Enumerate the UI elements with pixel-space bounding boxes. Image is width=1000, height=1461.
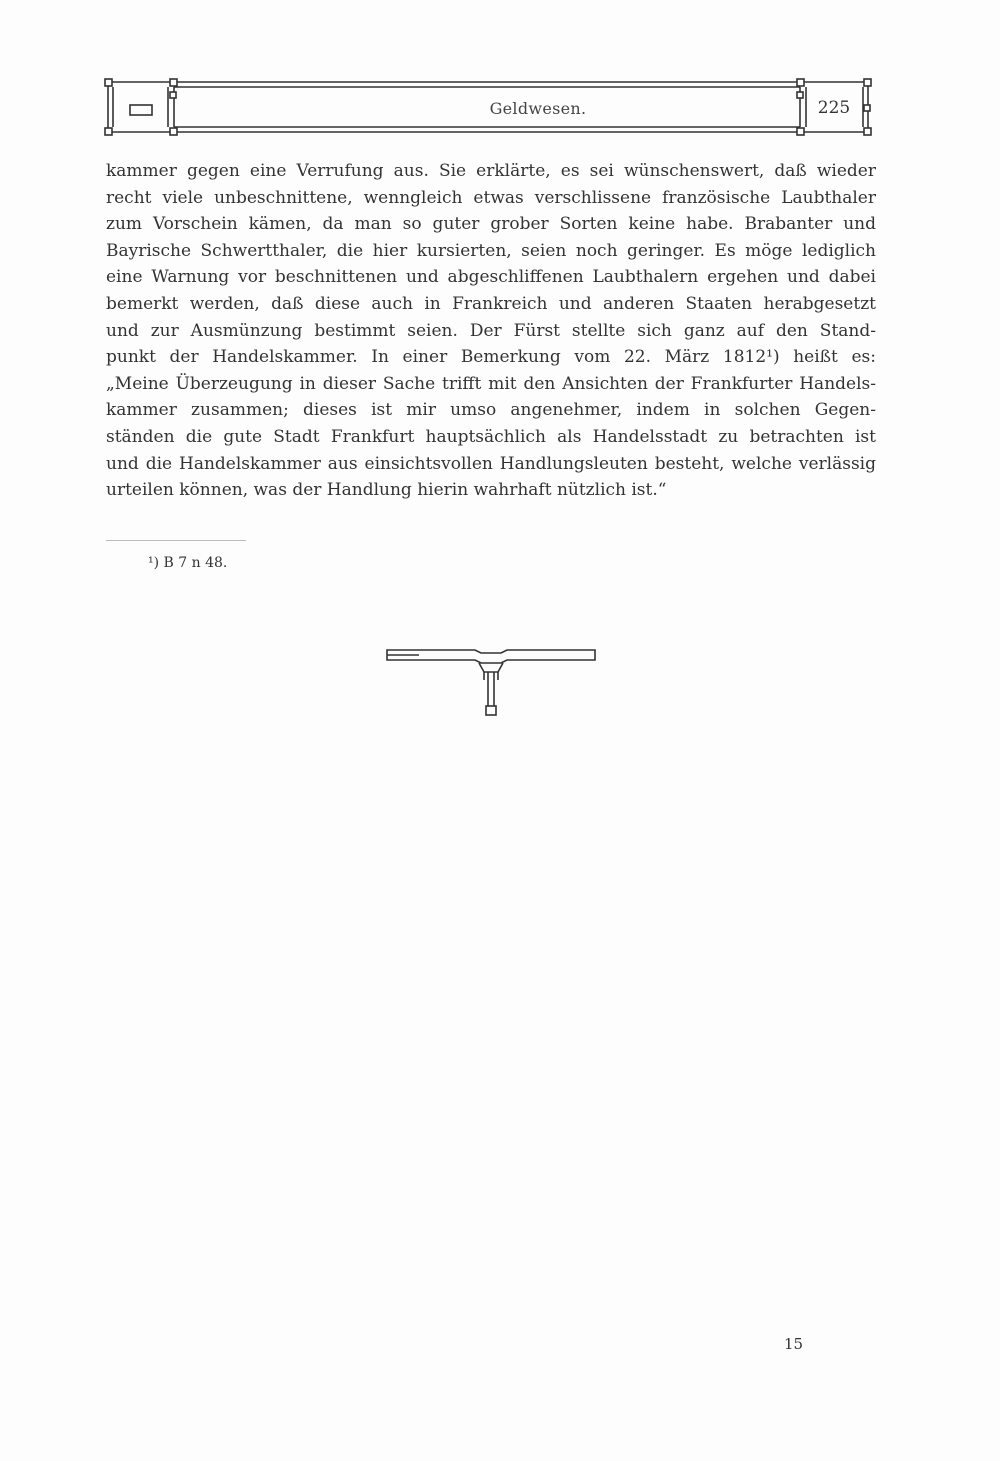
text-line: kammer gegen eine Verrufung aus. Sie erklärte, es sei wünschenswert, daß wieder	[106, 161, 876, 181]
text-line: und zur Ausmünzung bestimmt seien. Der Fürst stellte sich ganz auf den Stand-	[106, 320, 876, 341]
text-line: Bayrische Schwertthaler, die hier kursierten, seien noch geringer. Es möge lediglich	[106, 240, 876, 261]
text-line: „Meine Überzeugung in dieser Sache trifft mit den Ansichten der Frankfurter Handels-	[106, 373, 876, 394]
text-line: und die Handelskammer aus einsichtsvollen Handlungsleuten besteht, welche verlässig	[106, 453, 876, 474]
text-line: kammer zusammen; dieses ist mir umso angenehmer, indem in solchen Gegen-	[106, 400, 876, 421]
text-line: ständen die gute Stadt Frankfurt hauptsächlich als Handelsstadt zu betrachten ist	[106, 426, 876, 447]
header-title: Geldwesen.	[489, 99, 587, 118]
text-line: urteilen können, was der Handlung hierin wahrhaft nützlich ist.“	[106, 480, 667, 501]
footnote-text: B 7 n 48.	[163, 555, 228, 571]
text-line: zum Vorschein kämen, da man so guter grober Sorten keine habe. Brabanter und	[106, 214, 876, 235]
footnote-divider	[106, 540, 246, 541]
footnote-marker: ¹)	[148, 555, 160, 571]
signature-mark: 15	[784, 1335, 804, 1353]
tailpiece-ornament	[385, 644, 597, 722]
text-line: eine Warnung vor beschnittenen und abgeschliffenen Laubthalern ergehen und dabei	[106, 267, 876, 288]
page-number: 225	[817, 98, 851, 118]
text-line: recht viele unbeschnittene, wenngleich etwas verschlissene französische Laubthaler	[106, 187, 876, 208]
footnote	[148, 555, 227, 571]
text-line: bemerkt werden, daß diese auch in Frankreich und anderen Staaten herabgesetzt	[106, 293, 876, 314]
running-header	[104, 78, 872, 136]
text-line: punkt der Handelskammer. In einer Bemerkung vom 22. März 1812¹) heißt es:	[106, 347, 876, 368]
body-paragraph	[106, 158, 876, 504]
